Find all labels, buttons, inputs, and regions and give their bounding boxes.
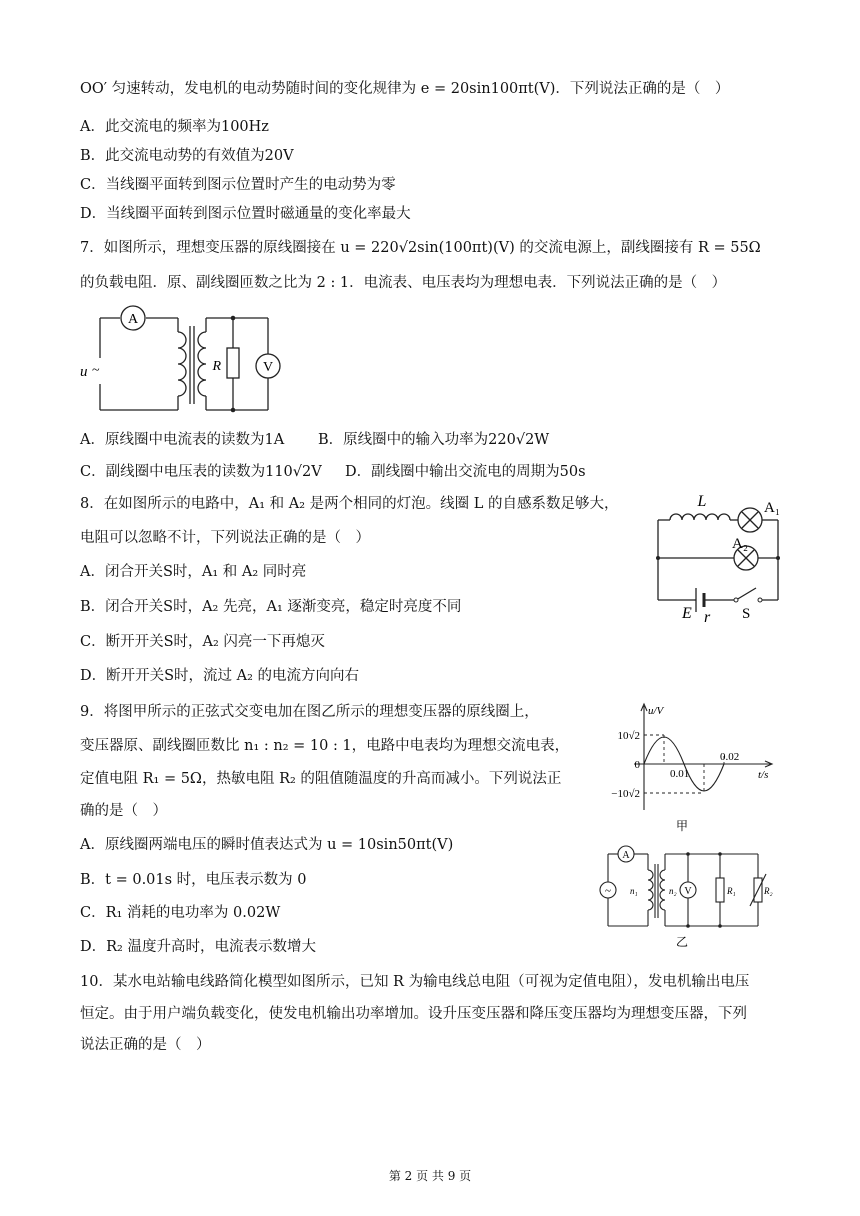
q7-option-c: C．副线圈中电压表的读数为110√2V [80,464,322,480]
q9-stem-line3: 定值电阻 R₁ = 5Ω，热敏电阻 R₂ 的阻值随温度的升高而减小。下列说法正 [80,771,562,787]
q9-graph-ybottom: −10√2 [611,788,640,800]
q8-option-a: A．闭合开关S时，A₁ 和 A₂ 同时亮 [80,564,307,580]
q10-stem-line2: 恒定。由于用户端负载变化，使发电机输出功率增加。设升压变压器和降压变压器均为理想变压器，下列 [80,1006,747,1022]
q9-source-label: ~ [605,885,611,897]
q8-option-d: D．断开开关S时，流过 A₂ 的电流方向向右 [80,668,360,684]
q8-emf-label: E [682,605,692,622]
q7-resistor-label: R [212,359,221,374]
q7-ac-symbol: ~ [92,363,100,378]
q10-stem-line3: 说法正确的是（ ） [80,1037,211,1053]
q9-option-c: C．R₁ 消耗的电功率为 0.02W [80,905,281,921]
q9-r1-label: R₁ [727,886,736,896]
q10-stem-line1: 10．某水电站输电线路简化模型如图所示，已知 R 为输电线总电阻（可视为定值电阻），发电机输出电压 [80,974,750,990]
q6-option-d: D．当线圈平面转到图示位置时磁通量的变化率最大 [80,206,411,222]
q9-graph-ytop: 10√2 [617,730,640,742]
q9-graph-caption: 甲 [675,819,689,833]
q9-stem-line1: 9．将图甲所示的正弦式交变电加在图乙所示的理想变压器的原线圈上， [80,704,539,720]
q9-transformer-circuit [596,842,786,952]
q9-stem-line2: 变压器原、副线圈匝数比 n₁ : n₂ = 10 : 1，电路中电表均为理想交流电表， [80,738,570,754]
q9-graph-t2: 0.02 [720,751,740,763]
q8-stem-line2: 电阻可以忽略不计，下列说法正确的是（ ） [80,530,370,546]
q6-stem: OO′ 匀速转动，发电机的电动势随时间的变化规律为 e = 20sin100πt(V)．下列说法正确的是（ ） [80,81,730,97]
q8-option-b: B．闭合开关S时，A₂ 先亮，A₁ 逐渐变亮，稳定时亮度不同 [80,599,462,615]
q7-option-a: A．原线圈中电流表的读数为1A [80,432,285,448]
q8-self-inductance-circuit [648,490,798,625]
q9-n2-label: n₂ [669,886,677,896]
q9-graph-t1: 0.01 [670,768,690,780]
q7-option-d: D．副线圈中输出交流电的周期为50s [345,464,586,480]
q7-transformer-circuit [78,300,288,415]
q6-option-a: A．此交流电的频率为100Hz [80,119,269,135]
q8-switch-label: S [742,606,751,622]
q8-stem-line1: 8．在如图所示的电路中，A₁ 和 A₂ 是两个相同的灯泡。线圈 L 的自感系数足够大， [80,496,619,512]
q9-r2-label: R₂ [764,886,773,896]
q9-graph-ylabel: u/V [648,705,664,717]
q7-source-label: u [80,364,88,380]
q9-option-b: B．t = 0.01s 时，电压表示数为 0 [80,872,307,888]
q6-option-b: B．此交流电动势的有效值为20V [80,148,294,164]
q9-n1-label: n₁ [630,886,638,896]
q9-stem-line4: 确的是（ ） [80,803,167,819]
q9-voltage-graph [596,698,796,838]
q9-graph-xlabel: t/s [758,769,769,781]
q6-option-c: C．当线圈平面转到图示位置时产生的电动势为零 [80,177,396,193]
q8-lamp1-label: A₁ [764,500,781,516]
q7-option-b: B．原线圈中的输入功率为220√2W [318,432,550,448]
q8-internal-label: r [704,609,711,625]
q9-graph-yzero: 0 [634,759,640,771]
q9-voltmeter-label: V [684,886,692,897]
q7-stem-line2: 的负载电阻．原、副线圈匝数之比为 2 : 1．电流表、电压表均为理想电表．下列说法正确的是（ ） [80,275,727,291]
q8-lamp2-label: A₂ [732,536,749,552]
page-footer: 第 2 页 共 9 页 [388,1169,472,1183]
q8-option-c: C．断开开关S时，A₂ 闪亮一下再熄灭 [80,634,325,650]
q7-voltmeter-label: V [262,360,274,375]
q7-ammeter-label: A [127,312,139,327]
q9-circuit-caption: 乙 [675,935,689,949]
q9-ammeter-label: A [622,850,630,861]
q9-option-a: A．原线圈两端电压的瞬时值表达式为 u = 10sin50πt(V) [80,837,454,853]
q9-option-d: D．R₂ 温度升高时，电流表示数增大 [80,939,316,955]
q8-inductor-label: L [697,493,707,510]
q7-stem-line1: 7．如图所示，理想变压器的原线圈接在 u = 220√2sin(100πt)(V) 的交流电源上，副线圈接有 R = 55Ω [80,240,761,256]
